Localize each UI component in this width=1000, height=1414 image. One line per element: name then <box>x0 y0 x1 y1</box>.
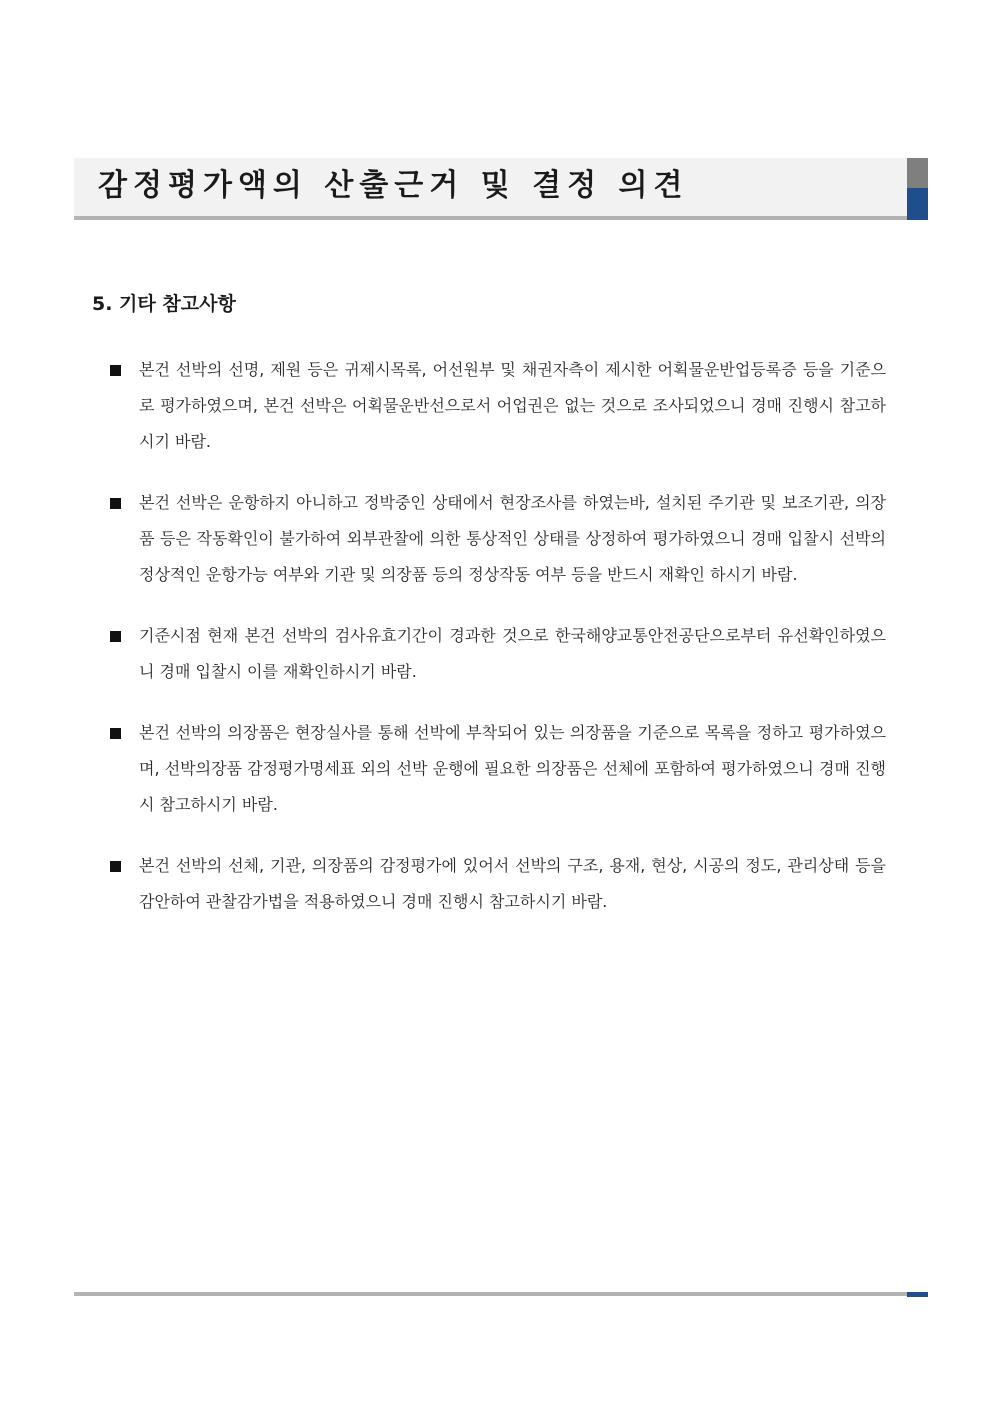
note-text: 본건 선박은 운항하지 아니하고 정박중인 상태에서 현장조사를 하였는바, 설치된 주기관 및 보조기관, 의장품 등은 작동확인이 불가하여 외부관찰에 의한 통상적인 상태를 상정하여 평가하였으니 경매 입찰시 선박의 정상적인 운항가능 여부와 기관 및 의장품 등의 정상작동 여부 등을 반드시 재확인 하시기 바람. <box>139 493 886 584</box>
section-heading: 5. 기타 참고사항 <box>92 293 236 315</box>
title-tab-grey <box>907 158 928 188</box>
note-text: 본건 선박의 의장품은 현장실사를 통해 선박에 부착되어 있는 의장품을 기준으로 목록을 정하고 평가하였으며, 선박의장품 감정평가명세표 외의 선박 운행에 필요한 의장품은 선체에 포함하여 평가하였으니 경매 진행시 참고하시기 바람. <box>139 723 886 814</box>
square-bullet-icon <box>110 365 121 376</box>
note-item <box>110 715 886 823</box>
note-item <box>110 352 886 460</box>
title-tab-blue <box>907 188 928 220</box>
note-text: 본건 선박의 선명, 제원 등은 귀제시목록, 어선원부 및 채권자측이 제시한 어획물운반업등록증 등을 기준으로 평가하였으며, 본건 선박은 어획물운반선으로서 어업권은 없는 것으로 조사되었으니 경매 진행시 참고하시기 바람. <box>139 360 886 451</box>
note-item <box>110 618 886 690</box>
footer-tab-blue <box>907 1292 928 1297</box>
footer-rule <box>74 1292 907 1296</box>
square-bullet-icon <box>110 498 121 509</box>
note-item <box>110 485 886 593</box>
square-bullet-icon <box>110 631 121 642</box>
square-bullet-icon <box>110 728 121 739</box>
page-title: 감정평가액의 산출근거 및 결정 의견 <box>98 168 689 203</box>
note-item <box>110 848 886 920</box>
title-underline <box>74 216 907 220</box>
note-text: 본건 선박의 선체, 기관, 의장품의 감정평가에 있어서 선박의 구조, 용재, 현상, 시공의 정도, 관리상태 등을 감안하여 관찰감가법을 적용하였으니 경매 진행시 참고하시기 바람. <box>139 856 886 911</box>
note-text: 기준시점 현재 본건 선박의 검사유효기간이 경과한 것으로 한국해양교통안전공단으로부터 유선확인하였으니 경매 입찰시 이를 재확인하시기 바람. <box>139 626 886 681</box>
square-bullet-icon <box>110 861 121 872</box>
notes-list <box>110 352 886 920</box>
